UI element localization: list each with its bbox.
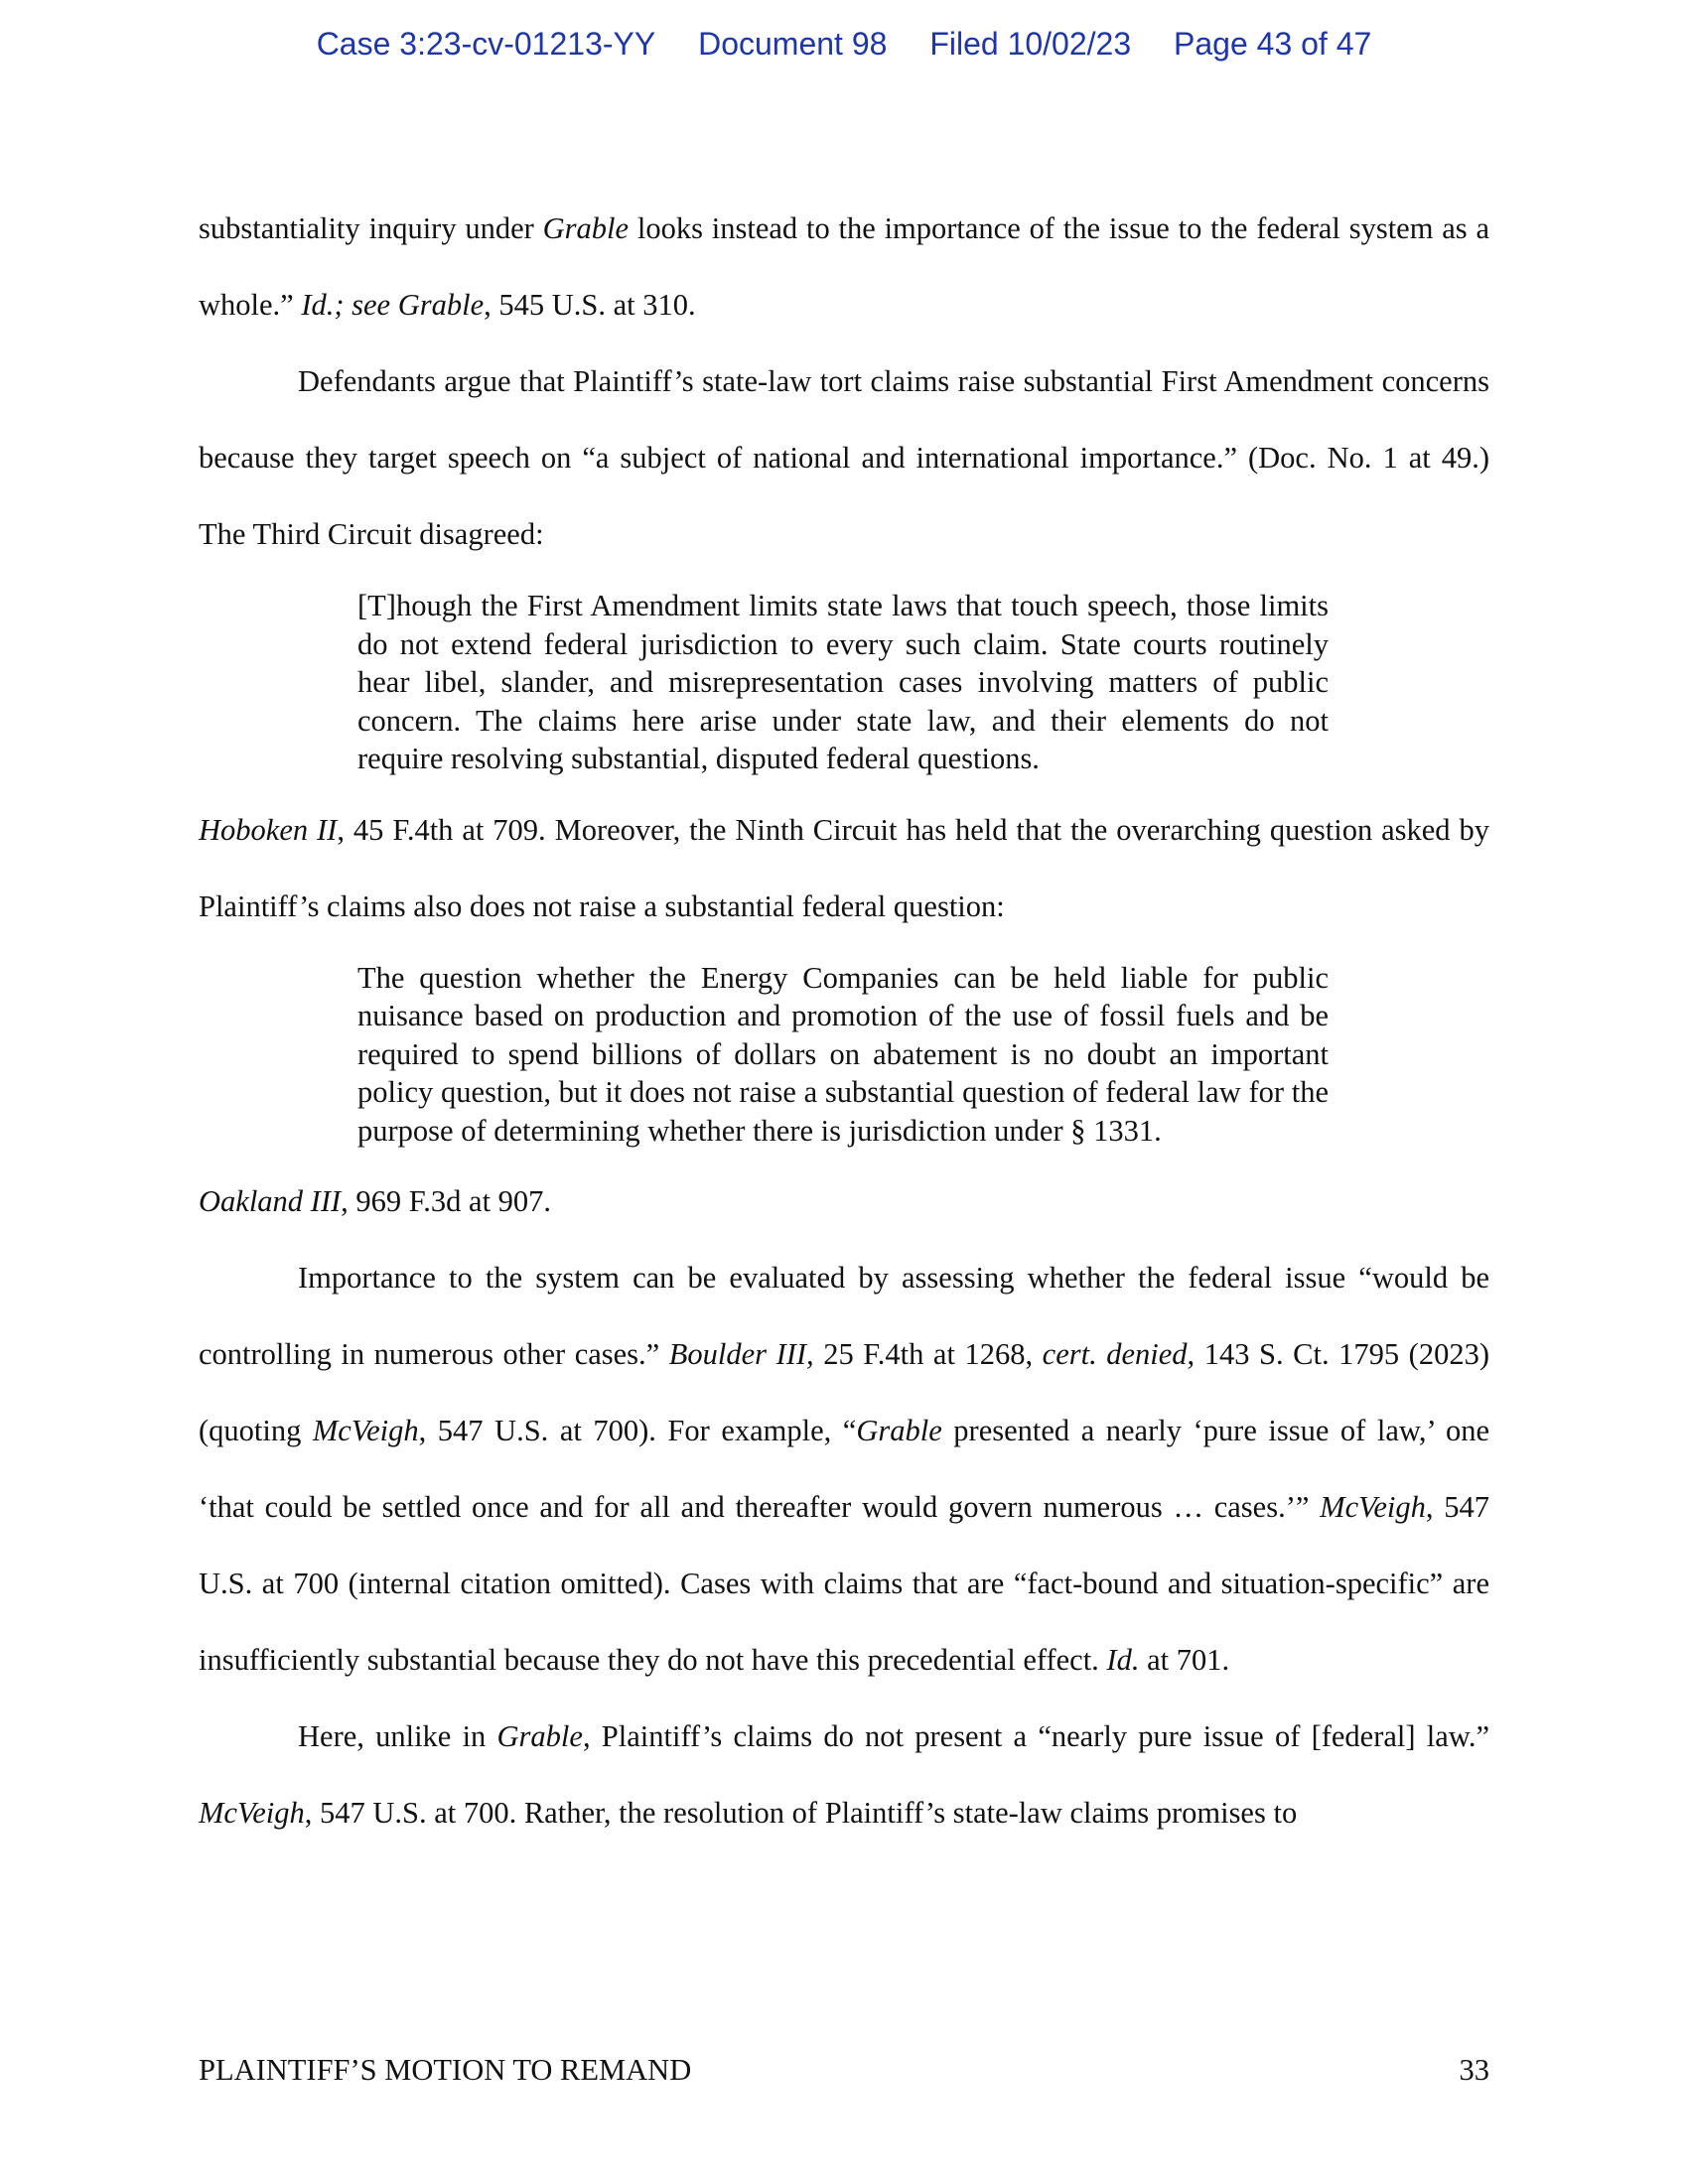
case-citation: cert. denied [1042, 1337, 1188, 1371]
case-citation: Oakland III [199, 1184, 342, 1218]
document-number: Document 98 [698, 26, 888, 62]
paragraph-4: Oakland III, 969 F.3d at 907. [199, 1184, 552, 1218]
case-citation: McVeigh [312, 1414, 419, 1447]
paragraph-6: Here, unlike in Grable, Plaintiff’s claims do not present a “nearly pure issue of [federal] law.” McVeigh, 547 U.S. at 700. Rather, the resolution of Plaintiff’s state-law claims promises to [199, 1719, 1489, 1830]
case-citation: Boulder III, [668, 1337, 814, 1371]
ecf-filing-header [0, 26, 1688, 63]
page-indicator: Page 43 of 47 [1174, 26, 1372, 62]
case-citation: Id. [1106, 1643, 1140, 1677]
paragraph-3: Hoboken II, 45 F.4th at 709. Moreover, the Ninth Circuit has held that the overarching question asked by Plaintiff’s claims also does not raise a substantial federal question: [199, 812, 1489, 923]
case-citation: McVeigh [1320, 1490, 1426, 1524]
case-citation: McVeigh [199, 1796, 305, 1830]
paragraph-1: substantiality inquiry under Grable looks instead to the importance of the issue to the federal system as a whole.” Id.; see Grable, 545 U.S. at 310. [199, 211, 1489, 322]
filed-date: Filed 10/02/23 [929, 26, 1132, 62]
document-body [199, 191, 1489, 1851]
case-citation: Grable [496, 1719, 583, 1753]
document-title: PLAINTIFF’S MOTION TO REMAND [199, 2053, 692, 2087]
case-number: Case 3:23-cv-01213-YY [316, 26, 656, 62]
case-citation: Hoboken II [199, 812, 338, 847]
case-citation: Id.; see Grable [301, 288, 485, 322]
paragraph-5: Importance to the system can be evaluated by assessing whether the federal issue “would be controlling in numerous other cases.” Boulder III, 25 F.4th at 1268, cert. denied, 143 S. Ct. 1795 (2023) (quoting McVeigh, 547 U.S. at 700). For example, “Grable presented a nearly ‘pure issue of law,’ one ‘that could be settled once and for all and thereafter would govern numerous … cases.’” McVeigh, 547 U.S. at 700 (internal citation omitted). Cases with claims that are “fact-bound and situation-specific” are insufficiently substantial because they do not have this precedential effect. Id. at 701. [199, 1261, 1489, 1677]
block-quote-2: The question whether the Energy Companies can be held liable for public nuisance based on production and promotion of the use of fossil fuels and be required to spend billions of dollars on abatement is no doubt an important policy question, but it does not raise a substantial question of federal law for the purpose of determining whether there is jurisdiction under § 1331. [357, 960, 1329, 1148]
case-citation: Grable [856, 1414, 942, 1447]
page-number: 33 [1459, 2053, 1489, 2087]
paragraph-2: Defendants argue that Plaintiff’s state-law tort claims raise substantial First Amendment concerns because they target speech on “a subject of national and international importance.” (Doc. No. 1 at 49.) The Third Circuit disagreed: [199, 364, 1489, 551]
case-citation: Grable [542, 211, 630, 245]
block-quote-1: [T]hough the First Amendment limits state laws that touch speech, those limits do not extend federal jurisdiction to every such claim. State courts routinely hear libel, slander, and misrepresentation cases involving matters of public concern. The claims here arise under state law, and their elements do not require resolving substantial, disputed federal questions. [357, 589, 1329, 775]
